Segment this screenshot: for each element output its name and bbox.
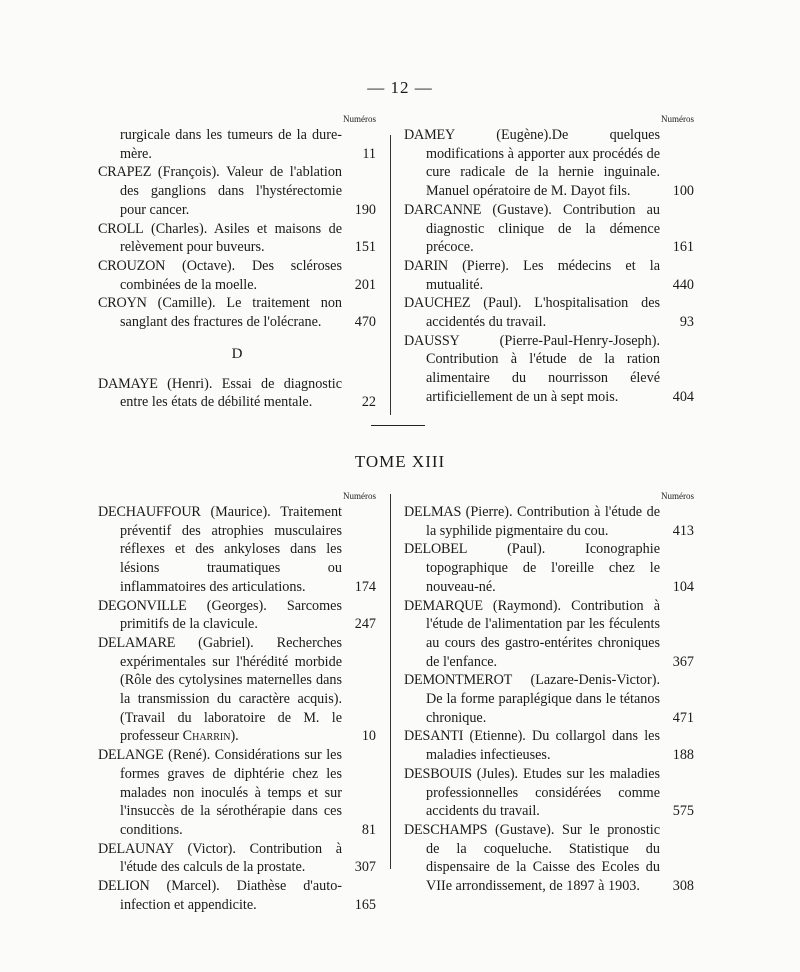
index-entry [98, 126, 376, 163]
top-left-list-after [98, 375, 376, 412]
entry-number: 81 [361, 821, 376, 838]
thesis-title: (Jules). Etudes sur les maladies professionnelles considérées comme accidents du travail. [426, 765, 661, 820]
author-name: DAUCHEZ [404, 295, 471, 312]
author-name: CROUZON [98, 257, 166, 274]
column-rule [390, 135, 391, 415]
entry-number: 100 [672, 183, 694, 200]
column-rule [390, 494, 391, 869]
author-name: CROYN [98, 295, 147, 312]
thesis-title: (Octave). Des scléroses combinées de la moelle. [120, 257, 343, 293]
entry-number: 471 [672, 709, 694, 726]
thesis-title: (Gustave). Sur le pronostic de la coqueluche. Statistique du dispensaire de la Caisse des Ecoles du VIIe arrondissement, de 1897 à 1903. [426, 821, 660, 895]
thesis-title: (Charles). Asiles et maisons de relèvement pour buveurs. [120, 220, 343, 256]
top-left-column [98, 113, 376, 412]
top-right-list [404, 126, 694, 407]
entry-number: 22 [361, 394, 376, 411]
bottom-left-column [98, 490, 376, 914]
author-name: CROLL [98, 220, 144, 237]
thesis-title: (Georges). Sarcomes primitifs de la clavicule. [120, 597, 343, 633]
top-left-list [98, 126, 376, 332]
author-name: DELION [98, 878, 150, 895]
numeros-header: Numéros [343, 491, 376, 501]
author-name: DEMARQUE [404, 597, 483, 614]
thesis-title: (Paul). L'hospitalisation des accidentés du travail. [426, 295, 661, 331]
thesis-title: (Paul). Iconographie topographique de l'oreille chez le nouveau-né. [426, 541, 660, 595]
index-entry [404, 671, 694, 727]
entry-number: 93 [679, 314, 694, 331]
thesis-title: (Raymond). Contribution à l'étude de l'alimentation par les féculents au cours des gastro-entérites chroniques de l'enfance. [426, 597, 661, 670]
index-entry [98, 840, 376, 877]
thesis-title: rurgicale dans les tumeurs de la dure-mère. [120, 127, 342, 162]
entry-number: 11 [362, 145, 376, 162]
author-name: CRAPEZ [98, 164, 152, 181]
author-name: DAUSSY [404, 332, 460, 349]
index-entry [404, 257, 694, 294]
author-name: DEGONVILLE [98, 597, 187, 614]
author-name: DELANGE [98, 747, 164, 764]
entry-number: 174 [354, 578, 376, 595]
author-name: DELAMARE [98, 634, 176, 651]
thesis-title: (Gabriel). Recherches expérimentales sur l'hérédité morbide (Rôle des cytolysines maternelles dans la transmission du caractère acquis). (Travail du laboratoire de M. le professeur [120, 634, 343, 745]
entry-number: 367 [672, 653, 694, 670]
page-number: — 12 — [367, 78, 433, 97]
numeros-header: Numéros [343, 114, 376, 124]
index-entry [404, 126, 694, 201]
thesis-title: (René). Considérations sur les formes graves de diphtérie chez les malades non inoculés à temps et sur l'insuccès de la sérothérapie dans ces conditions. [120, 747, 342, 838]
index-entry [404, 821, 694, 896]
thesis-title: (Pierre). Les médecins et la mutualité. [426, 257, 661, 293]
index-entry [98, 294, 376, 331]
author-name: DESBOUIS [404, 765, 472, 782]
author-name: DELMAS [404, 504, 462, 520]
entry-number: 308 [672, 878, 694, 895]
index-entry [98, 597, 376, 634]
bottom-right-list [404, 503, 694, 896]
entry-number: 201 [354, 276, 376, 293]
index-entry [404, 332, 694, 407]
entry-number: 10 [361, 728, 376, 745]
top-section [98, 113, 702, 413]
author-name: DAMEY [404, 127, 456, 143]
author-name: DAMAYE [98, 375, 158, 392]
index-entry [404, 727, 694, 764]
index-entry [404, 540, 694, 596]
entry-number: 470 [354, 314, 376, 331]
author-name: DELAUNAY [98, 840, 174, 857]
top-right-column [404, 113, 694, 407]
author-name: DARCANNE [404, 201, 482, 218]
thesis-title: (Eugène).De quelques modifications à apporter aux procédés de cure radicale de la hernie inguinale. Manuel opératoire de M. Dayot fils. [426, 127, 661, 200]
author-name: DESCHAMPS [404, 821, 488, 838]
numeros-header: Numéros [661, 491, 694, 501]
author-name: DEMONTMEROT [404, 672, 513, 689]
entry-number: 165 [354, 896, 376, 913]
thesis-title: (Henri). Essai de diagnostic entre les états de débilité mentale. [120, 375, 343, 411]
index-entry [98, 746, 376, 840]
section-letter: D [231, 345, 243, 362]
bottom-right-column [404, 490, 694, 896]
index-entry [98, 375, 376, 412]
index-entry [98, 634, 376, 746]
thesis-title: (François). Valeur de l'ablation des ganglions dans l'hystérectomie pour cancer. [120, 164, 343, 218]
title-tail: ). [230, 728, 239, 745]
index-entry [404, 765, 694, 821]
index-entry [404, 294, 694, 331]
entry-number: 404 [672, 388, 694, 405]
author-name: DECHAUFFOUR [98, 504, 201, 520]
index-entry [98, 257, 376, 294]
thesis-title: (Camille). Le traitement non sanglant des fractures de l'olécrane. [120, 295, 343, 331]
index-entry [98, 163, 376, 219]
author-name: DELOBEL [404, 541, 468, 558]
entry-number: 161 [672, 239, 694, 256]
bottom-left-list [98, 503, 376, 914]
index-entry [98, 503, 376, 597]
thesis-title: (Maurice). Traitement préventif des atrophies musculaires réflexes et des ankyloses dans les lésions traumatiques ou inflammatoires des articulations. [120, 504, 342, 595]
thesis-title: (Pierre-Paul-Henry-Joseph). Contribution à l'étude de la ration alimentaire du nourrisson élevé artificiellement de un à sept mois. [426, 332, 660, 405]
index-entry [404, 503, 694, 540]
thesis-title: (Victor). Contribution à l'étude des calculs de la prostate. [120, 840, 343, 876]
thesis-title: (Lazare-Denis-Victor). De la forme paraplégique dans le tétanos chronique. [426, 672, 660, 726]
entry-number: 575 [672, 803, 694, 820]
entry-number: 104 [672, 578, 694, 595]
author-name: DESANTI [404, 728, 464, 745]
thesis-title: (Gustave). Contribution au diagnostic clinique de la démence précoce. [426, 201, 660, 256]
thesis-title: (Etienne). Du collargol dans les maladies infectieuses. [426, 728, 660, 764]
section-divider [371, 425, 425, 426]
entry-number: 413 [672, 522, 694, 539]
entry-number: 151 [354, 239, 376, 256]
tome-title: TOME XIII [354, 452, 446, 471]
entry-number: 188 [672, 747, 694, 764]
thesis-title: (Pierre). Contribution à l'étude de la syphilide pigmentaire du cou. [426, 504, 660, 539]
bottom-section [98, 490, 702, 913]
entry-number: 247 [354, 616, 376, 633]
index-entry [404, 201, 694, 257]
thesis-title: (Marcel). Diathèse d'auto-infection et appendicite. [120, 878, 343, 913]
author-name: DARIN [404, 257, 448, 274]
index-entry [98, 877, 376, 914]
entry-number: 440 [672, 276, 694, 293]
entry-number: 307 [354, 859, 376, 876]
index-entry [98, 220, 376, 257]
professor-name: Charrin [182, 728, 231, 745]
numeros-header: Numéros [661, 114, 694, 124]
index-entry [404, 597, 694, 672]
entry-number: 190 [354, 201, 376, 218]
